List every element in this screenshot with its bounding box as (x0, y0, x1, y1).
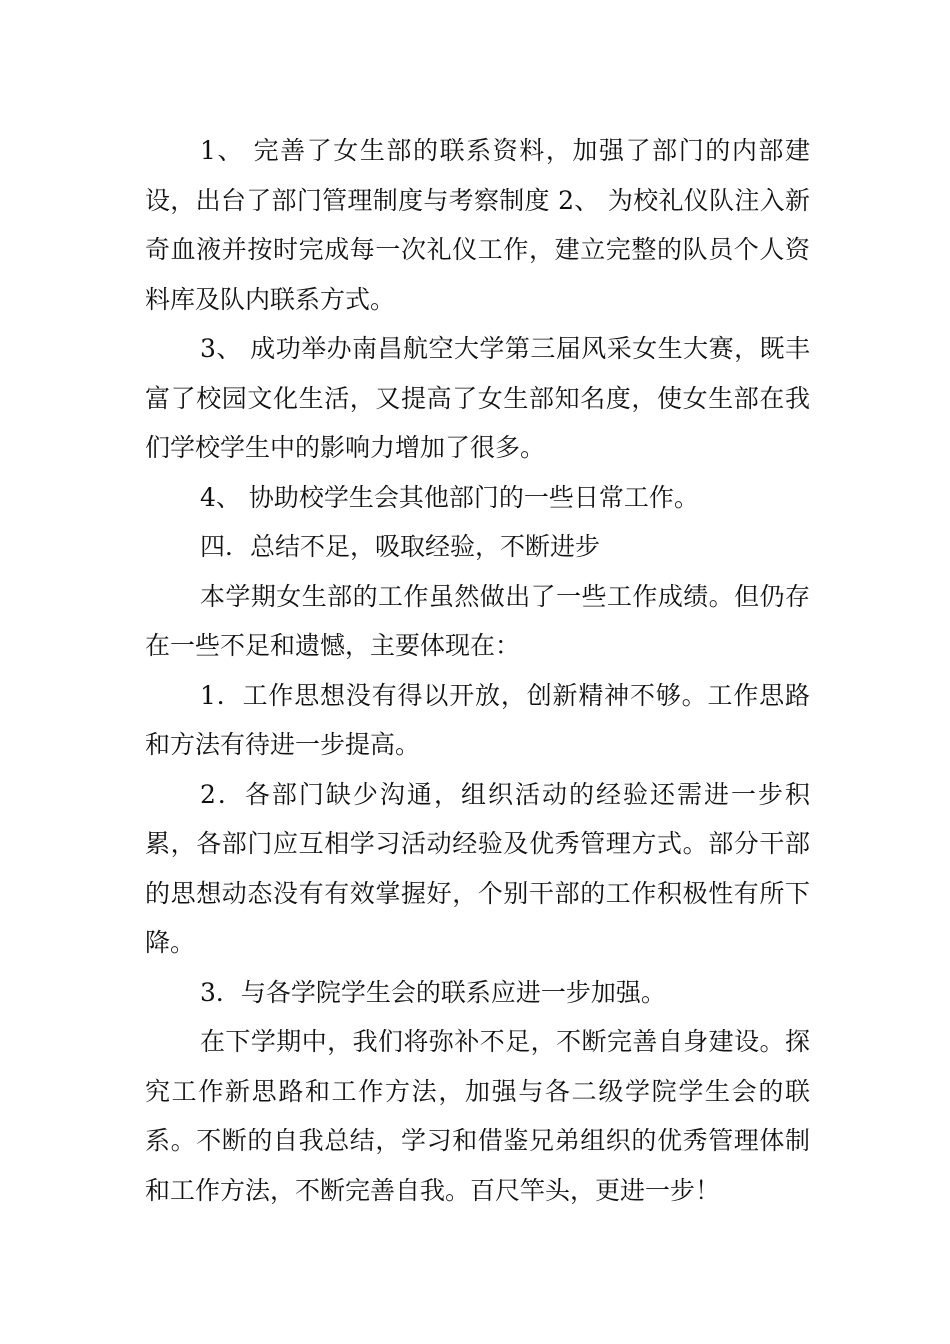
paragraph-shortcoming-3: 3．与各学院学生会的联系应进一步加强。 (200, 977, 666, 1007)
paragraph-achievements-1-2: 1、 完善了女生部的联系资料，加强了部门的内部建设，出台了部门管理制度与考察制度 2、 为校礼仪队注入新奇血液并按时完成每一次礼仪工作，建立完整的队员个人资料库及队内联系方式。 (145, 136, 810, 314)
paragraph-achievement-3: 3、 成功举办南昌航空大学第三届风采女生大赛，既丰富了校园文化生活，又提高了女生部知名度，使女生部在我们学校学生中的影响力增加了很多。 (145, 334, 810, 462)
paragraph-shortcomings-intro: 本学期女生部的工作虽然做出了一些工作成绩。但仍存在一些不足和遗憾，主要体现在： (145, 581, 810, 660)
paragraph-shortcoming-1: 1．工作思想没有得以开放，创新精神不够。工作思路和方法有待进一步提高。 (145, 680, 810, 759)
document-body (145, 126, 810, 1215)
section-heading-summary: 四．总结不足，吸取经验，不断进步 (200, 532, 601, 561)
paragraph-shortcoming-2: 2．各部门缺少沟通，组织活动的经验还需进一步积累，各部门应互相学习活动经验及优秀管理方式。部分干部的思想动态没有有效掌握好，个别干部的工作积极性有所下降。 (145, 779, 810, 957)
paragraph-next-term-plan: 在下学期中，我们将弥补不足，不断完善自身建设。探究工作新思路和工作方法，加强与各二级学院学生会的联系。不断的自我总结，学习和借鉴兄弟组织的优秀管理体制和工作方法，不断完善自我。百尺竿头，更进一步！ (145, 1027, 810, 1205)
paragraph-achievement-4: 4、 协助校学生会其他部门的一些日常工作。 (200, 482, 699, 512)
